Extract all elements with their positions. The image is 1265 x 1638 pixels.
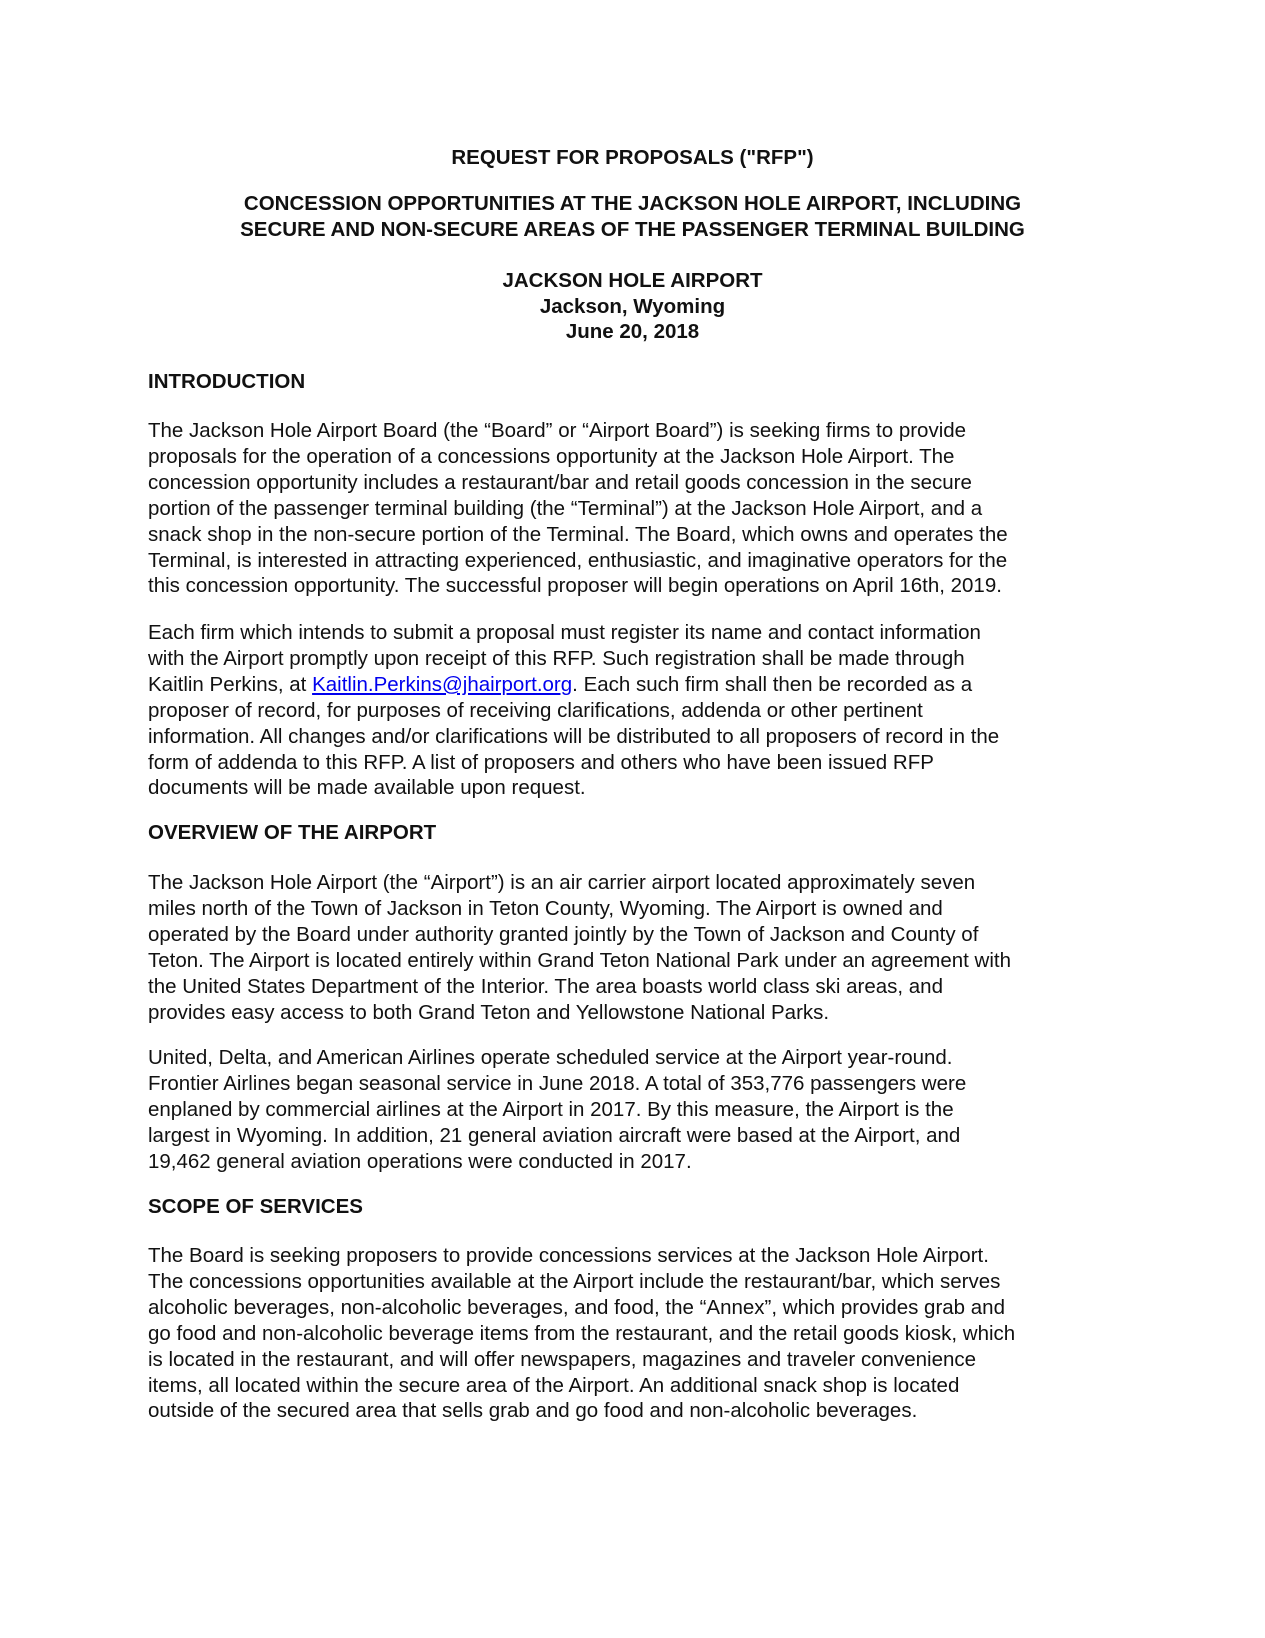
subtitle-line-2: SECURE AND NON-SECURE AREAS OF THE PASSENGER TERMINAL BUILDING <box>240 217 1025 241</box>
intro-paragraph-1 <box>148 418 1148 599</box>
text-line: is located in the restaurant, and will offer newspapers, magazines and traveler convenience <box>148 1347 977 1371</box>
text-line: Terminal, is interested in attracting experienced, enthusiastic, and imaginative operators for the <box>148 548 1008 572</box>
text-line: snack shop in the non-secure portion of the Terminal. The Board, which owns and operates the <box>148 522 1008 546</box>
text-line: items, all located within the secure area of the Airport. An additional snack shop is located <box>148 1373 960 1397</box>
overview-paragraph-2 <box>148 1045 1148 1175</box>
text-line: information. All changes and/or clarifications will be distributed to all proposers of record in the <box>148 724 1000 748</box>
text-line: go food and non-alcoholic beverage items from the restaurant, and the retail goods kiosk, which <box>148 1321 1016 1345</box>
text-line: provides easy access to both Grand Teton and Yellowstone National Parks. <box>148 1000 830 1024</box>
subtitle-block <box>0 191 1265 242</box>
text-line: portion of the passenger terminal building (the “Terminal”) at the Jackson Hole Airport, and a <box>148 496 983 520</box>
org-name: JACKSON HOLE AIRPORT <box>502 269 763 292</box>
text-line: Each firm which intends to submit a proposal must register its name and contact information <box>148 621 981 644</box>
subtitle-line-1: CONCESSION OPPORTUNITIES AT THE JACKSON HOLE AIRPORT, INCLUDING <box>243 192 1022 215</box>
text-line: Frontier Airlines began seasonal service in June 2018. A total of 353,776 passengers were <box>148 1071 967 1095</box>
text-line: with the Airport promptly upon receipt of this RFP. Such registration shall be made through <box>148 646 965 670</box>
org-block <box>0 268 1265 345</box>
text-line: this concession opportunity. The successful proposer will begin operations on April 16th, 2019. <box>148 574 1002 598</box>
text-line: largest in Wyoming. In addition, 21 general aviation aircraft were based at the Airport, and <box>148 1123 961 1147</box>
text-line: The concessions opportunities available at the Airport include the restaurant/bar, which serves <box>148 1269 1001 1293</box>
text-line: miles north of the Town of Jackson in Teton County, Wyoming. The Airport is owned and <box>148 896 943 920</box>
text-line: The Board is seeking proposers to provide concessions services at the Jackson Hole Airport. <box>148 1244 989 1267</box>
text-line: proposer of record, for purposes of receiving clarifications, addenda or other pertinent <box>148 698 923 722</box>
scope-paragraph-1 <box>148 1243 1148 1424</box>
text-fragment: . Each such firm shall then be recorded as a <box>572 672 973 696</box>
text-fragment: Kaitlin Perkins, at <box>148 672 313 696</box>
overview-paragraph-1 <box>148 870 1148 1025</box>
document-date: June 20, 2018 <box>565 320 700 343</box>
section-heading-scope: SCOPE OF SERVICES <box>148 1195 363 1218</box>
text-line: the United States Department of the Interior. The area boasts world class ski areas, and <box>148 974 943 998</box>
text-line-with-email <box>148 672 1148 698</box>
section-heading-introduction: INTRODUCTION <box>148 370 306 393</box>
text-line: proposals for the operation of a concessions opportunity at the Jackson Hole Airport. The <box>148 444 955 468</box>
text-line: The Jackson Hole Airport (the “Airport”) is an air carrier airport located approximately seven <box>148 871 976 894</box>
text-line: outside of the secured area that sells grab and go food and non-alcoholic beverages. <box>148 1399 918 1423</box>
text-line: United, Delta, and American Airlines operate scheduled service at the Airport year-round. <box>148 1046 953 1069</box>
text-line: alcoholic beverages, non-alcoholic beverages, and food, the “Annex”, which provides grab and <box>148 1295 1005 1319</box>
text-line: enplaned by commercial airlines at the Airport in 2017. By this measure, the Airport is the <box>148 1097 954 1121</box>
text-line: 19,462 general aviation operations were conducted in 2017. <box>148 1149 692 1173</box>
text-line: The Jackson Hole Airport Board (the “Board” or “Airport Board”) is seeking firms to provide <box>148 419 967 442</box>
text-line: operated by the Board under authority granted jointly by the Town of Jackson and County of <box>148 922 979 946</box>
text-line: Teton. The Airport is located entirely within Grand Teton National Park under an agreement with <box>148 948 1012 972</box>
contact-email-link[interactable]: Kaitlin.Perkins@jhairport.org <box>312 672 573 696</box>
text-line: form of addenda to this RFP. A list of proposers and others who have been issued RFP <box>148 750 934 774</box>
text-line: concession opportunity includes a restaurant/bar and retail goods concession in the secure <box>148 470 972 494</box>
org-location: Jackson, Wyoming <box>539 294 726 318</box>
intro-paragraph-2 <box>148 620 1148 801</box>
section-heading-overview: OVERVIEW OF THE AIRPORT <box>148 821 437 844</box>
title-block <box>0 145 1265 171</box>
document-title: REQUEST FOR PROPOSALS ("RFP") <box>451 146 814 169</box>
text-line: documents will be made available upon request. <box>148 776 586 800</box>
